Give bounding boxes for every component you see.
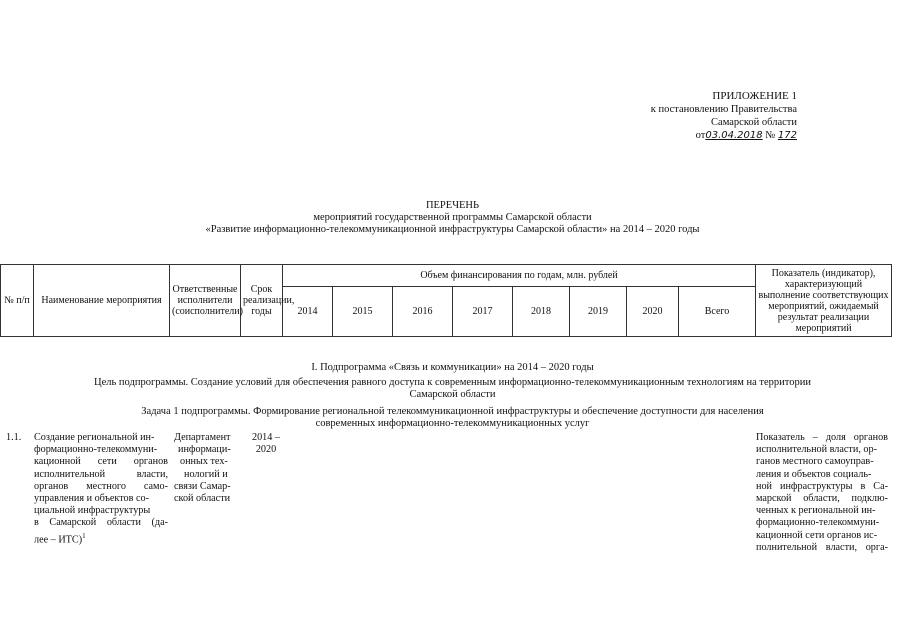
header-col-resp: Ответственные исполнители (соисполнители) — [170, 265, 241, 337]
task-heading — [0, 406, 905, 430]
header-total: Всего — [679, 287, 756, 337]
number-prefix: № — [765, 130, 776, 141]
task-line-1: Задача 1 подпрограммы. Формирование региональной телекоммуникационной инфраструктуры и обеспечение доступности для населения — [141, 406, 764, 417]
header-year: 2016 — [393, 287, 453, 337]
indicator-line: формационно-телекоммуни- — [756, 517, 880, 529]
name-line: формационно-телекоммуни- — [34, 444, 158, 456]
indicator-line: исполнительной власти, ор- — [756, 444, 878, 456]
header-year: 2015 — [333, 287, 393, 337]
header-year: 2017 — [453, 287, 513, 337]
header-col-financing: Объем финансирования по годам, млн. рублей — [283, 265, 756, 287]
header-col-indicator: Показатель (индикатор), характеризующий выполнение соответствующих мероприятий, ожидаемый результат реализации мероприятий — [756, 265, 892, 337]
term-line: 2020 — [255, 444, 277, 456]
name-line: лее – ИТС) — [34, 534, 83, 546]
header-col-term: Срок реализации, годы — [241, 265, 283, 337]
row-number: 1.1. — [6, 432, 22, 443]
header-col-num: № п/п — [1, 265, 34, 337]
title-line-3: «Развитие информационно-телекоммуникационной инфраструктуры Самарской области» на 2014 – 2020 годы — [205, 224, 700, 235]
goal-heading — [0, 377, 905, 401]
resp-line: ской области — [174, 493, 231, 505]
title-line-1: ПЕРЕЧЕНЬ — [425, 200, 480, 211]
title-line-2: мероприятий государственной программы Самарской области — [313, 212, 592, 223]
row-indicator — [756, 432, 888, 554]
row-term — [246, 432, 286, 456]
resp-line: онных тех- — [180, 456, 228, 468]
resp-line: нологий и — [184, 468, 228, 480]
name-line: исполнительной власти, — [34, 468, 168, 480]
header-col-name: Наименование мероприятия — [34, 265, 170, 337]
indicator-line: ления и объектов социаль- — [756, 468, 872, 480]
row-name — [34, 432, 168, 546]
appendix-date-line — [577, 129, 797, 142]
resp-line: информаци- — [178, 444, 231, 456]
indicator-line: ченных к региональной ин- — [756, 505, 876, 517]
number-value: 172 — [777, 130, 797, 141]
appendix-title: ПРИЛОЖЕНИЕ 1 — [712, 90, 797, 102]
footnote-mark: 1 — [82, 531, 86, 540]
resp-line: связи Самар- — [174, 480, 231, 492]
name-line: Создание региональной ин- — [34, 432, 155, 443]
header-year: 2014 — [283, 287, 333, 337]
indicator-line: кационной сети органов ис- — [756, 529, 878, 541]
appendix-line-2: Самарской области — [711, 117, 797, 128]
name-line: органов местного само- — [34, 480, 168, 492]
header-year: 2020 — [627, 287, 679, 337]
subprogram-heading: I. Подпрограмма «Связь и коммуникации» на 2014 – 2020 годы — [311, 362, 594, 373]
goal-line-2: Самарской области — [409, 389, 496, 400]
header-year: 2018 — [513, 287, 570, 337]
indicator-line: марской области, подклю- — [756, 493, 888, 505]
appendix-block — [577, 90, 797, 142]
indicator-line: ной инфраструктуры в Са- — [756, 480, 888, 492]
indicator-line: полнительной власти, орга- — [756, 541, 888, 553]
name-line: кационной сети органов — [34, 456, 168, 468]
header-year: 2019 — [570, 287, 627, 337]
row-responsible — [174, 432, 242, 505]
name-line: циальной инфраструктуры — [34, 505, 151, 517]
table-header — [0, 264, 892, 337]
indicator-line: Показатель – доля органов — [756, 432, 888, 443]
name-line: в Самарской области (да- — [34, 517, 168, 529]
name-line-last — [34, 530, 168, 547]
date-prefix: от — [695, 130, 706, 141]
name-line: управления и объектов со- — [34, 493, 149, 505]
task-line-2: современных информационно-телекоммуникационных услуг — [315, 418, 590, 429]
table-header-wrap — [0, 264, 892, 337]
resp-line: Департамент — [174, 432, 231, 443]
term-line: 2014 – — [251, 432, 280, 443]
date-value: 03.04.2018 — [705, 130, 763, 141]
indicator-line: ганов местного самоуправ- — [756, 456, 874, 468]
document-title — [0, 200, 905, 236]
appendix-line-1: к постановлению Правительства — [650, 104, 797, 115]
goal-line-1: Цель подпрограммы. Создание условий для обеспечения равного доступа к современным информационно-телекоммуникационным технологиям на территории — [94, 377, 811, 388]
